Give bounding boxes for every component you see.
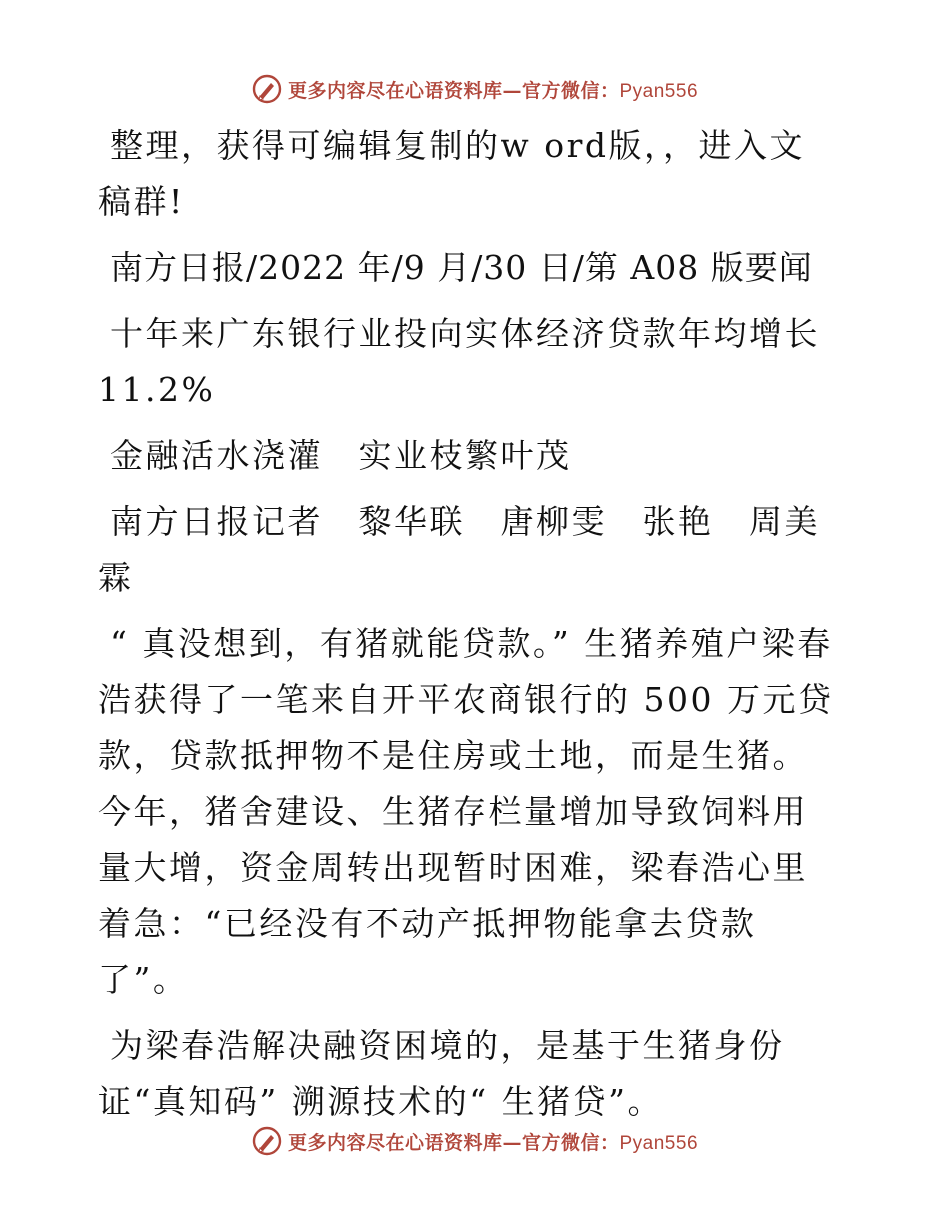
watermark-slogan: 更多内容尽在心语资料库—官方微信：	[287, 79, 620, 102]
footer-watermark-text	[288, 1128, 698, 1155]
header-watermark-text	[288, 76, 698, 103]
article-byline: 南方日报记者 黎华联 唐柳雯 张艳 周美霖	[98, 502, 820, 597]
watermark-wechat-id: Pyan556	[619, 80, 699, 102]
watermark-wechat-id: Pyan556	[619, 1132, 699, 1154]
footer-watermark-banner	[0, 1124, 950, 1158]
article-paragraph-2: 为梁春浩解决融资困境的，是基于生猪身份证“真知码” 溯源技术的“ 生猪贷”。	[98, 1026, 785, 1121]
document-body	[98, 118, 838, 1140]
article-headline: 十年来广东银行业投向实体经济贷款年均增长11.2%	[98, 314, 820, 409]
header-watermark-banner	[0, 72, 950, 106]
pen-logo-icon	[252, 74, 282, 104]
paragraph-intro: 整理，获得可编辑复制的w ord版，，进入文稿群!	[98, 126, 806, 221]
paragraph-source-line: 南方日报/2022 年/9 月/30 日/第 A08 版要闻	[110, 248, 813, 287]
pen-logo-icon	[252, 1126, 282, 1156]
article-paragraph-1: “ 真没想到，有猪就能贷款。” 生猪养殖户梁春浩获得了一笔来自开平农商银行的 500 万元贷款，贷款抵押物不是住房或土地，而是生猪。今年，猪舍建设、生猪存栏量增加导致饲料用量大增，资金周转出现暂时困难，梁春浩心里着急：“已经没有不动产抵押物能拿去贷款了”。	[98, 624, 834, 999]
watermark-slogan: 更多内容尽在心语资料库—官方微信：	[287, 1131, 620, 1154]
article-subheadline: 金融活水浇灌 实业枝繁叶茂	[110, 436, 572, 475]
